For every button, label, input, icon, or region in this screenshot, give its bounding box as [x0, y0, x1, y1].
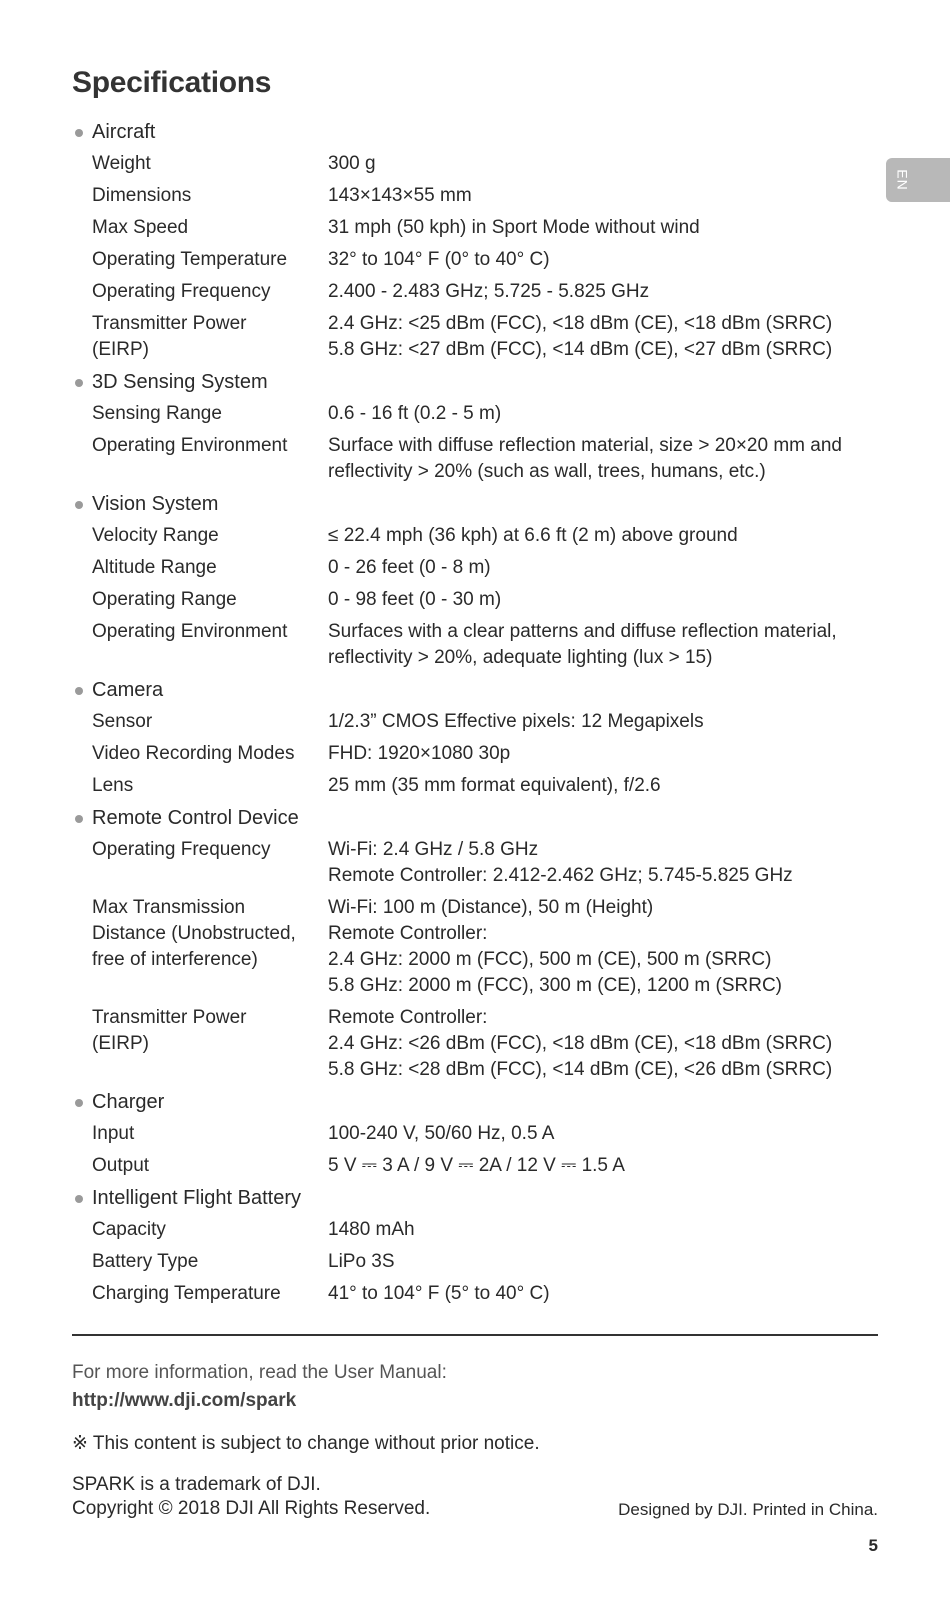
spec-label-line: Weight — [92, 153, 151, 174]
spec-label-line: Capacity — [92, 1219, 166, 1240]
spec-row — [72, 148, 882, 180]
spec-label-line: Operating Environment — [92, 435, 288, 456]
section-heading — [72, 488, 882, 520]
change-notice: ※ This content is subject to change without prior notice. — [72, 1433, 540, 1454]
section-heading-text: Remote Control Device — [92, 807, 299, 829]
spec-label — [72, 1121, 328, 1147]
spec-label — [72, 837, 328, 889]
spec-label — [72, 1153, 328, 1179]
section-heading — [72, 1182, 882, 1214]
spec-row — [72, 244, 882, 276]
manual-link[interactable]: http://www.dji.com/spark — [72, 1390, 297, 1411]
page-title: Specifications — [72, 66, 272, 99]
spec-value — [328, 895, 882, 999]
section-heading-text: Intelligent Flight Battery — [92, 1187, 301, 1209]
spec-row — [72, 276, 882, 308]
spec-label-line: Velocity Range — [92, 525, 219, 546]
spec-row — [72, 892, 882, 1002]
spec-label — [72, 523, 328, 549]
spec-label-line: Lens — [92, 775, 134, 796]
bullet-icon — [75, 1099, 83, 1107]
spec-label-line: Operating Environment — [92, 621, 288, 642]
spec-row — [72, 706, 882, 738]
spec-label-line: Sensor — [92, 711, 153, 732]
trademark-text: SPARK is a trademark of DJI. — [72, 1474, 321, 1495]
spec-row — [72, 180, 882, 212]
section-heading-text: Vision System — [92, 493, 219, 515]
spec-label — [72, 741, 328, 767]
spec-row — [72, 308, 882, 366]
spec-label — [72, 555, 328, 581]
spec-value-line: 0 - 26 feet (0 - 8 m) — [328, 557, 491, 578]
section-heading — [72, 802, 882, 834]
spec-label-line: (EIRP) — [92, 339, 149, 360]
spec-value-line: Surface with diffuse reflection material, size > 20×20 mm and — [328, 435, 842, 456]
spec-value-line: 143×143×55 mm — [328, 185, 472, 206]
spec-value — [328, 741, 882, 767]
bullet-icon — [75, 687, 83, 695]
designed-by-text: Designed by DJI. Printed in China. — [618, 1500, 878, 1519]
spec-value — [328, 619, 882, 671]
copyright-text: Copyright © 2018 DJI All Rights Reserved. — [72, 1498, 431, 1519]
spec-label — [72, 311, 328, 363]
spec-label-line: Transmitter Power — [92, 1007, 247, 1028]
spec-value — [328, 1281, 882, 1307]
spec-label-line: Dimensions — [92, 185, 192, 206]
section-heading — [72, 1086, 882, 1118]
spec-label-line: Operating Frequency — [92, 281, 271, 302]
spec-row — [72, 1118, 882, 1150]
spec-label — [72, 1217, 328, 1243]
spec-value-line: reflectivity > 20% (such as wall, trees, humans, etc.) — [328, 461, 766, 482]
spec-label — [72, 1005, 328, 1083]
spec-label-line: Altitude Range — [92, 557, 217, 578]
spec-row — [72, 1246, 882, 1278]
spec-label-line: Max Transmission — [92, 897, 246, 918]
section-heading-text: Aircraft — [92, 121, 156, 143]
spec-label — [72, 709, 328, 735]
section-heading-text: 3D Sensing System — [92, 371, 268, 393]
spec-label — [72, 1249, 328, 1275]
section-heading — [72, 366, 882, 398]
spec-value-line: 5.8 GHz: <28 dBm (FCC), <14 dBm (CE), <26 dBm (SRRC) — [328, 1059, 833, 1080]
spec-row — [72, 616, 882, 674]
spec-value — [328, 401, 882, 427]
spec-label-line: free of interference) — [92, 949, 258, 970]
spec-value — [328, 311, 882, 363]
spec-value-line: 2.4 GHz: <25 dBm (FCC), <18 dBm (CE), <18 dBm (SRRC) — [328, 313, 833, 334]
spec-label — [72, 619, 328, 671]
spec-label — [72, 247, 328, 273]
spec-value — [328, 709, 882, 735]
bullet-icon — [75, 129, 83, 137]
spec-label — [72, 183, 328, 209]
spec-row — [72, 584, 882, 616]
spec-value-line: reflectivity > 20%, adequate lighting (lux > 15) — [328, 647, 713, 668]
spec-value — [328, 1121, 882, 1147]
bullet-icon — [75, 815, 83, 823]
language-tab-label: EN — [894, 169, 911, 191]
spec-value-line: Wi-Fi: 2.4 GHz / 5.8 GHz — [328, 839, 539, 860]
section-heading-text: Camera — [92, 679, 164, 701]
spec-value-line: ≤ 22.4 mph (36 kph) at 6.6 ft (2 m) above ground — [328, 525, 738, 546]
spec-value-line: 5.8 GHz: 2000 m (FCC), 300 m (CE), 1200 m (SRRC) — [328, 975, 782, 996]
spec-value-line: Remote Controller: — [328, 923, 488, 944]
spec-value — [328, 433, 882, 485]
spec-value — [328, 773, 882, 799]
page-number: 5 — [868, 1536, 878, 1555]
section-heading — [72, 674, 882, 706]
spec-value — [328, 215, 882, 241]
spec-value — [328, 279, 882, 305]
spec-value-line: 1480 mAh — [328, 1219, 415, 1240]
spec-row — [72, 738, 882, 770]
spec-value — [328, 183, 882, 209]
spec-label — [72, 401, 328, 427]
spec-label — [72, 587, 328, 613]
spec-value — [328, 837, 882, 889]
spec-label-line: Max Speed — [92, 217, 189, 238]
spec-value-line: 2.400 - 2.483 GHz; 5.725 - 5.825 GHz — [328, 281, 650, 302]
spec-value-line: 31 mph (50 kph) in Sport Mode without wind — [328, 217, 700, 238]
spec-label — [72, 151, 328, 177]
spec-label — [72, 1281, 328, 1307]
spec-value-line: Remote Controller: 2.412-2.462 GHz; 5.745-5.825 GHz — [328, 865, 793, 886]
spec-label — [72, 215, 328, 241]
spec-value-line: 100-240 V, 50/60 Hz, 0.5 A — [328, 1123, 555, 1144]
spec-value-line: 41° to 104° F (5° to 40° C) — [328, 1283, 550, 1304]
spec-value-line: Remote Controller: — [328, 1007, 488, 1028]
spec-row — [72, 1002, 882, 1086]
spec-value-line: 300 g — [328, 153, 376, 174]
spec-value — [328, 1153, 882, 1179]
spec-value — [328, 523, 882, 549]
spec-value — [328, 247, 882, 273]
spec-label-line: Distance (Unobstructed, — [92, 923, 296, 944]
spec-label — [72, 433, 328, 485]
bullet-icon — [75, 379, 83, 387]
spec-value-line: 32° to 104° F (0° to 40° C) — [328, 249, 550, 270]
spec-value-line: LiPo 3S — [328, 1251, 395, 1272]
spec-row — [72, 520, 882, 552]
spec-label — [72, 773, 328, 799]
divider — [72, 1334, 878, 1336]
language-tab — [886, 158, 950, 202]
specifications-list — [72, 116, 882, 1310]
spec-label-line: Battery Type — [92, 1251, 199, 1272]
section-heading-text: Charger — [92, 1091, 165, 1113]
spec-value-line: 1/2.3” CMOS Effective pixels: 12 Megapixels — [328, 711, 704, 732]
bullet-icon — [75, 1195, 83, 1203]
spec-value-line: 5 V ⎓ 3 A / 9 V ⎓ 2A / 12 V ⎓ 1.5 A — [328, 1155, 625, 1176]
section-heading — [72, 116, 882, 148]
spec-row — [72, 1278, 882, 1310]
spec-label-line: Operating Temperature — [92, 249, 288, 270]
spec-value — [328, 151, 882, 177]
spec-label-line: Input — [92, 1123, 135, 1144]
spec-label-line: Charging Temperature — [92, 1283, 281, 1304]
spec-value — [328, 1217, 882, 1243]
spec-label — [72, 279, 328, 305]
spec-label-line: Operating Frequency — [92, 839, 271, 860]
spec-value-line: Surfaces with a clear patterns and diffuse reflection material, — [328, 621, 837, 642]
spec-label — [72, 895, 328, 999]
spec-value-line: 2.4 GHz: 2000 m (FCC), 500 m (CE), 500 m (SRRC) — [328, 949, 772, 970]
spec-label-line: Operating Range — [92, 589, 237, 610]
spec-row — [72, 770, 882, 802]
spec-value — [328, 555, 882, 581]
spec-value-line: 25 mm (35 mm format equivalent), f/2.6 — [328, 775, 661, 796]
spec-value-line: Wi-Fi: 100 m (Distance), 50 m (Height) — [328, 897, 654, 918]
spec-row — [72, 430, 882, 488]
spec-value-line: 2.4 GHz: <26 dBm (FCC), <18 dBm (CE), <18 dBm (SRRC) — [328, 1033, 833, 1054]
spec-value-line: 5.8 GHz: <27 dBm (FCC), <14 dBm (CE), <27 dBm (SRRC) — [328, 339, 833, 360]
spec-label-line: Video Recording Modes — [92, 743, 295, 764]
spec-row — [72, 552, 882, 584]
spec-value — [328, 587, 882, 613]
spec-row — [72, 212, 882, 244]
bullet-icon — [75, 501, 83, 509]
spec-value — [328, 1005, 882, 1083]
spec-value-line: 0.6 - 16 ft (0.2 - 5 m) — [328, 403, 502, 424]
spec-label-line: (EIRP) — [92, 1033, 149, 1054]
spec-row — [72, 1150, 882, 1182]
spec-value — [328, 1249, 882, 1275]
spec-row — [72, 398, 882, 430]
spec-value-line: 0 - 98 feet (0 - 30 m) — [328, 589, 502, 610]
spec-label-line: Output — [92, 1155, 150, 1176]
more-info-text: For more information, read the User Manual: — [72, 1362, 447, 1383]
spec-label-line: Sensing Range — [92, 403, 222, 424]
spec-row — [72, 1214, 882, 1246]
spec-row — [72, 834, 882, 892]
spec-label-line: Transmitter Power — [92, 313, 247, 334]
spec-value-line: FHD: 1920×1080 30p — [328, 743, 511, 764]
